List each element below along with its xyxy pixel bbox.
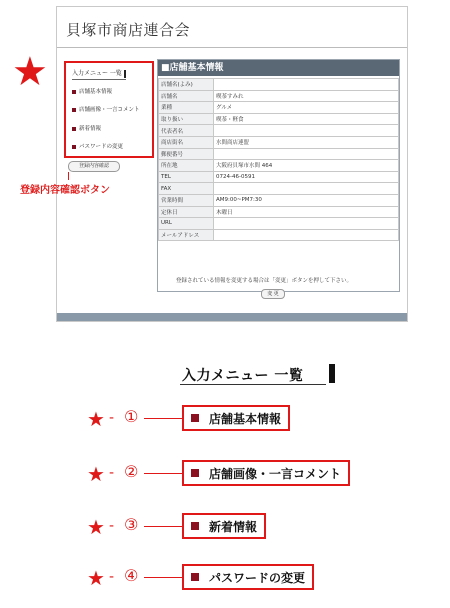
star-icon: ★	[87, 407, 105, 431]
table-row	[159, 229, 399, 241]
field-label: 代表者名	[159, 125, 214, 137]
menu-item-label: 新着情報	[79, 126, 102, 132]
store-info-panel	[157, 59, 400, 292]
table-row	[159, 148, 399, 160]
table-row	[159, 90, 399, 102]
field-value	[214, 229, 399, 241]
big-menu-row	[0, 404, 450, 434]
field-label: 業種	[159, 102, 214, 114]
big-menu-item[interactable]	[182, 564, 314, 590]
star-icon: ★	[87, 462, 105, 486]
callout-line	[144, 526, 182, 527]
table-row	[159, 113, 399, 125]
field-value: 喫茶・軽食	[214, 113, 399, 125]
table-row	[159, 183, 399, 195]
confirm-button-caption: 登録内容確認ボタン	[20, 185, 110, 196]
field-label: 営業時間	[159, 194, 214, 206]
field-label: 商店街名	[159, 136, 214, 148]
table-row	[159, 171, 399, 183]
menu-item-label: パスワードの変更	[79, 144, 124, 150]
field-value	[214, 148, 399, 160]
field-value: 木曜日	[214, 206, 399, 218]
star-icon: ★	[87, 515, 105, 539]
change-instruction: 登録されている情報を変更する場合は「変更」ボタンを押して下さい。	[176, 278, 353, 284]
field-label: 取り扱い	[159, 113, 214, 125]
field-value: 喫茶すみれ	[214, 90, 399, 102]
callout-line	[68, 172, 69, 180]
big-menu-item-label: パスワードの変更	[209, 570, 306, 585]
square-icon	[72, 108, 76, 112]
menu-item-basic-info[interactable]	[72, 87, 112, 95]
table-row	[159, 194, 399, 206]
field-label: URL	[159, 218, 214, 230]
field-label: TEL	[159, 171, 214, 183]
square-icon	[191, 573, 199, 581]
header-divider	[57, 47, 407, 48]
big-menu-underline	[180, 384, 326, 385]
callout-line	[144, 473, 182, 474]
store-info-table	[158, 78, 399, 241]
dash-separator: -	[109, 518, 115, 534]
table-row	[159, 206, 399, 218]
callout-line	[144, 577, 182, 578]
site-title: 貝塚市商店連合会	[66, 21, 191, 39]
footer-bar	[57, 313, 407, 321]
step-number: ③	[124, 515, 139, 534]
big-menu-item-label: 新着情報	[209, 519, 258, 534]
table-row	[159, 218, 399, 230]
field-label: 店舗名(よみ)	[159, 79, 214, 91]
big-menu-item[interactable]	[182, 513, 266, 539]
menu-highlight-box	[64, 61, 154, 158]
store-info-header: ■店舗基本情報	[158, 60, 399, 76]
menu-item-label: 店舗画像・一言コメント	[79, 107, 140, 113]
change-button[interactable]: 変 更	[261, 289, 285, 299]
table-row	[159, 79, 399, 91]
step-number: ①	[124, 407, 139, 426]
confirm-button[interactable]: 登録内容確認	[68, 161, 120, 172]
field-label: 定休日	[159, 206, 214, 218]
field-label: メールアドレス	[159, 229, 214, 241]
field-value	[214, 79, 399, 91]
menu-item-password[interactable]	[72, 142, 123, 150]
square-icon	[191, 469, 199, 477]
menu-item-news[interactable]	[72, 124, 101, 132]
step-number: ④	[124, 566, 139, 585]
table-row	[159, 102, 399, 114]
square-icon	[72, 145, 76, 149]
big-menu-item[interactable]	[182, 460, 350, 486]
square-icon	[191, 522, 199, 530]
step-number: ②	[124, 462, 139, 481]
big-menu-item-label: 店舗基本情報	[209, 411, 282, 426]
square-icon	[191, 414, 199, 422]
field-value	[214, 218, 399, 230]
field-label: 郵便番号	[159, 148, 214, 160]
menu-header-label: 入力メニュー 一覧	[72, 70, 122, 77]
field-value: AM9:00~PM7:30	[214, 194, 399, 206]
callout-line	[144, 418, 182, 419]
menu-item-image-comment[interactable]	[72, 105, 140, 113]
big-menu-title: 入力メニュー 一覧	[182, 368, 304, 384]
star-icon: ★	[12, 49, 48, 95]
table-row	[159, 125, 399, 137]
field-value	[214, 183, 399, 195]
menu-header	[72, 68, 126, 80]
dash-separator: -	[109, 569, 115, 585]
table-row	[159, 136, 399, 148]
field-label: 店舗名	[159, 90, 214, 102]
field-label: FAX	[159, 183, 214, 195]
table-row	[159, 160, 399, 172]
menu-header-bar	[124, 70, 126, 78]
big-menu-item[interactable]	[182, 405, 290, 431]
field-value: 水間商店連盟	[214, 136, 399, 148]
big-menu-bar	[329, 364, 335, 383]
star-icon: ★	[87, 566, 105, 590]
big-menu-row	[0, 459, 450, 489]
field-value: 0724-46-0591	[214, 171, 399, 183]
big-menu-item-label: 店舗画像・一言コメント	[209, 466, 342, 481]
dash-separator: -	[109, 465, 115, 481]
field-value	[214, 125, 399, 137]
big-menu-row	[0, 512, 450, 542]
field-value: グルメ	[214, 102, 399, 114]
menu-item-label: 店舗基本情報	[79, 89, 113, 95]
field-value: 大阪府貝塚市水間 464	[214, 160, 399, 172]
field-label: 所在地	[159, 160, 214, 172]
big-menu-row	[0, 563, 450, 593]
square-icon	[72, 90, 76, 94]
square-icon	[72, 127, 76, 131]
dash-separator: -	[109, 410, 115, 426]
